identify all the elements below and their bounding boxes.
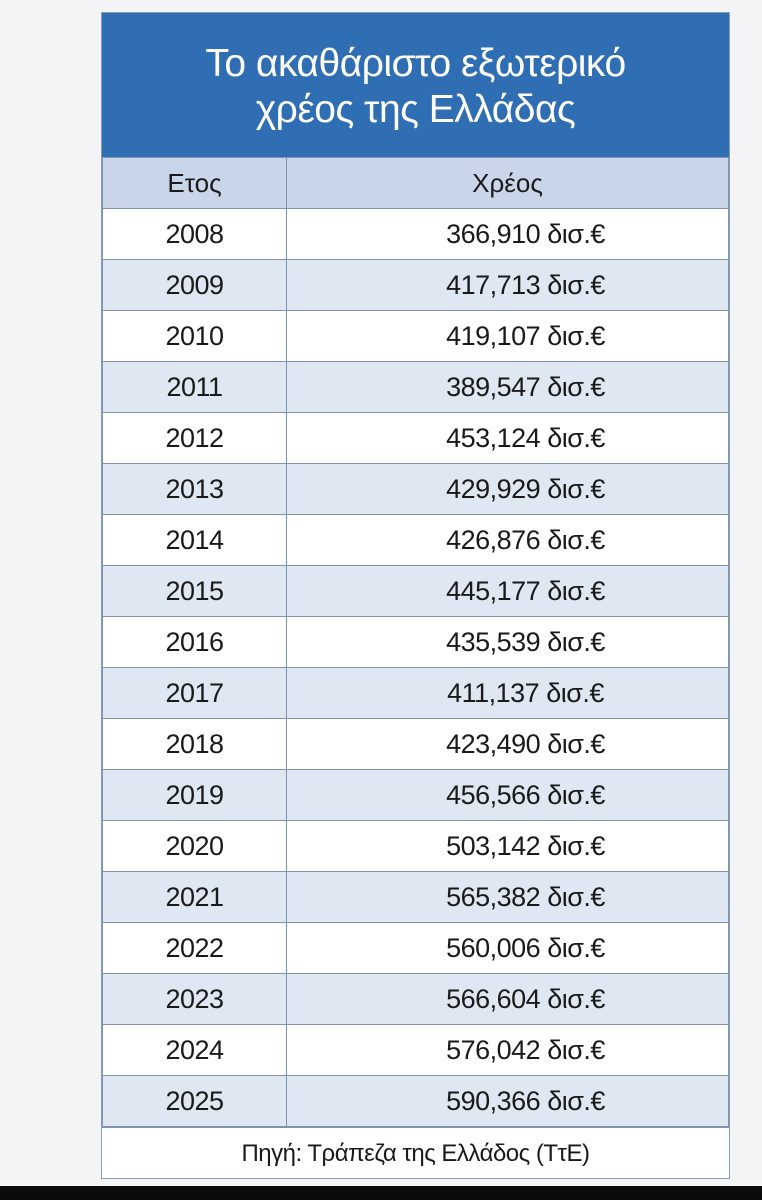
cell-debt: 503,142 δισ.€ [287,821,729,872]
debt-table [102,157,729,1127]
cell-year: 2018 [103,719,287,770]
table-row [103,566,729,617]
cell-debt: 423,490 δισ.€ [287,719,729,770]
table-row [103,209,729,260]
cell-debt: 419,107 δισ.€ [287,311,729,362]
cell-debt: 429,929 δισ.€ [287,464,729,515]
table-row [103,668,729,719]
cell-year: 2021 [103,872,287,923]
cell-debt: 435,539 δισ.€ [287,617,729,668]
header-debt: Χρέος [287,158,729,209]
source-note: Πηγή: Τράπεζα της Ελλάδος (ΤτΕ) [102,1127,729,1179]
title-line-2: χρέος της Ελλάδας [255,88,576,131]
bottom-bar [0,1186,762,1200]
table-row [103,1025,729,1076]
table-row [103,362,729,413]
cell-year: 2011 [103,362,287,413]
cell-year: 2019 [103,770,287,821]
cell-year: 2008 [103,209,287,260]
cell-year: 2022 [103,923,287,974]
cell-year: 2013 [103,464,287,515]
cell-debt: 456,566 δισ.€ [287,770,729,821]
cell-year: 2024 [103,1025,287,1076]
table-row [103,872,729,923]
table-row [103,1076,729,1127]
debt-table-card [101,12,730,1179]
table-title [102,13,729,157]
cell-debt: 576,042 δισ.€ [287,1025,729,1076]
title-line-1: Το ακαθάριστο εξωτερικό [205,42,626,85]
cell-debt: 560,006 δισ.€ [287,923,729,974]
table-row [103,821,729,872]
cell-debt: 590,366 δισ.€ [287,1076,729,1127]
table-header-row [103,158,729,209]
cell-debt: 453,124 δισ.€ [287,413,729,464]
table-row [103,617,729,668]
cell-year: 2023 [103,974,287,1025]
cell-year: 2009 [103,260,287,311]
table-row [103,464,729,515]
cell-debt: 389,547 δισ.€ [287,362,729,413]
table-row [103,515,729,566]
table-row [103,311,729,362]
cell-year: 2025 [103,1076,287,1127]
table-row [103,974,729,1025]
table-row [103,719,729,770]
cell-year: 2020 [103,821,287,872]
table-row [103,413,729,464]
cell-year: 2016 [103,617,287,668]
table-row [103,260,729,311]
cell-debt: 366,910 δισ.€ [287,209,729,260]
header-year: Ετος [103,158,287,209]
cell-debt: 445,177 δισ.€ [287,566,729,617]
table-row [103,923,729,974]
cell-debt: 417,713 δισ.€ [287,260,729,311]
cell-year: 2012 [103,413,287,464]
cell-debt: 426,876 δισ.€ [287,515,729,566]
cell-debt: 411,137 δισ.€ [287,668,729,719]
cell-year: 2010 [103,311,287,362]
table-row [103,770,729,821]
cell-debt: 565,382 δισ.€ [287,872,729,923]
cell-year: 2014 [103,515,287,566]
cell-debt: 566,604 δισ.€ [287,974,729,1025]
cell-year: 2015 [103,566,287,617]
cell-year: 2017 [103,668,287,719]
